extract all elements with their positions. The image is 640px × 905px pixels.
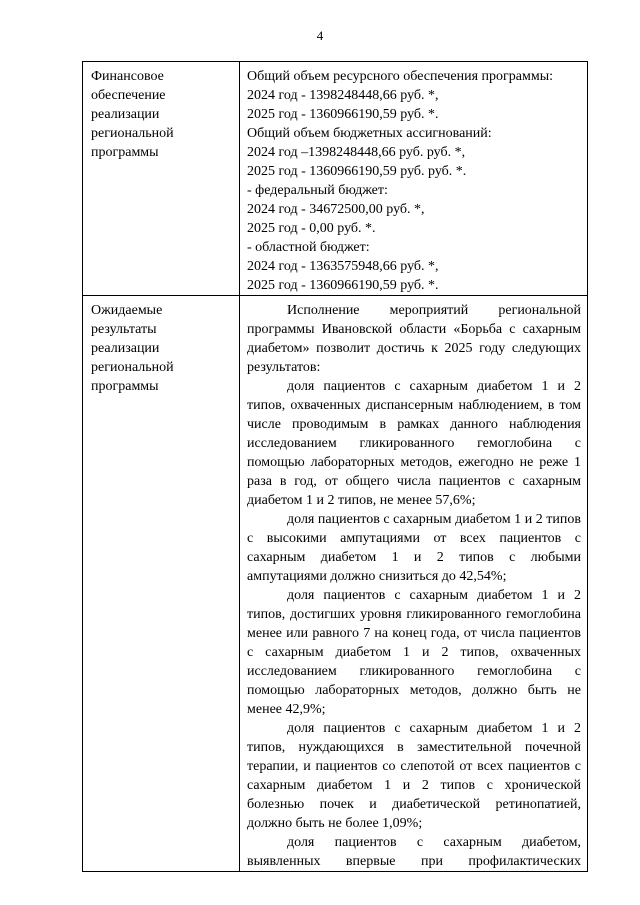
financing-line: - областной бюджет: (247, 240, 370, 255)
table-row-financing (83, 62, 588, 296)
results-paragraph: Исполнение мероприятий региональной программы Ивановской области «Борьба с сахарным диабетом» позволит достичь к 2025 году следующих результатов: (247, 303, 581, 375)
financing-line: Общий объем бюджетных ассигнований: (247, 126, 492, 141)
financing-line: 2024 год - 1398248448,66 руб. *, (247, 88, 439, 103)
financing-content-cell (240, 62, 588, 296)
label-line: программы (91, 145, 159, 160)
results-paragraph: доля пациентов с сахарным диабетом 1 и 2 типов с высокими ампутациями от всех пациентов с сахарным диабетом 1 и 2 типов с любыми ампутациями должно снизиться до 42,54%; (247, 512, 581, 584)
label-line: Финансовое (91, 69, 164, 84)
label-line: региональной (91, 360, 174, 375)
financing-line: 2024 год - 1363575948,66 руб. *, (247, 259, 439, 274)
program-table (82, 61, 588, 872)
label-line: обеспечение (91, 88, 166, 103)
results-paragraph: доля пациентов с сахарным диабетом 1 и 2 типов, достигших уровня гликированного гемоглобина менее или равного 7 на конец года, от числа пациентов с сахарным диабетом 1 и 2 типов, охваченных исследованием гликированного гемоглобина с помощью лабораторных методов, должно быть не менее 42,9%; (247, 588, 581, 717)
results-content-cell (240, 296, 588, 872)
page-number: 4 (316, 28, 324, 43)
label-line: результаты (91, 322, 157, 337)
financing-line: 2025 год - 1360966190,59 руб. руб. *. (247, 164, 467, 179)
financing-line: Общий объем ресурсного обеспечения программы: (247, 69, 553, 84)
label-line: реализации (91, 341, 160, 356)
label-line: Ожидаемые (91, 303, 163, 318)
table-row-results (83, 296, 588, 872)
financing-line: - федеральный бюджет: (247, 183, 388, 198)
financing-label-cell (83, 62, 240, 296)
financing-line: 2025 год - 1360966190,59 руб. *. (247, 278, 439, 293)
results-paragraph: доля пациентов с сахарным диабетом 1 и 2 типов, охваченных диспансерным наблюдением, в том числе проводимым в рамках данного наблюдения исследованием гликированного гемоглобина с помощью лабораторных методов, ежегодно не реже 1 раза в год, от общего числа пациентов с сахарным диабетом 1 и 2 типов, не менее 57,6%; (247, 379, 581, 508)
label-line: реализации (91, 107, 160, 122)
financing-line: 2025 год - 0,00 руб. *. (247, 221, 376, 236)
financing-line: 2024 год –1398248448,66 руб. руб. *, (247, 145, 466, 160)
results-paragraph: доля пациентов с сахарным диабетом, выявленных впервые при профилактических (247, 835, 581, 869)
label-line: региональной (91, 126, 174, 141)
label-line: программы (91, 379, 159, 394)
financing-line: 2025 год - 1360966190,59 руб. *. (247, 107, 439, 122)
results-paragraph: доля пациентов с сахарным диабетом 1 и 2 типов, нуждающихся в заместительной почечной терапии, и пациентов со слепотой от всех пациентов с сахарным диабетом 1 и 2 типов с хронической болезнью почек и диабетической ретинопатией, должно быть не более 1,09%; (247, 721, 581, 831)
financing-line: 2024 год - 34672500,00 руб. *, (247, 202, 425, 217)
results-label-cell (83, 296, 240, 872)
